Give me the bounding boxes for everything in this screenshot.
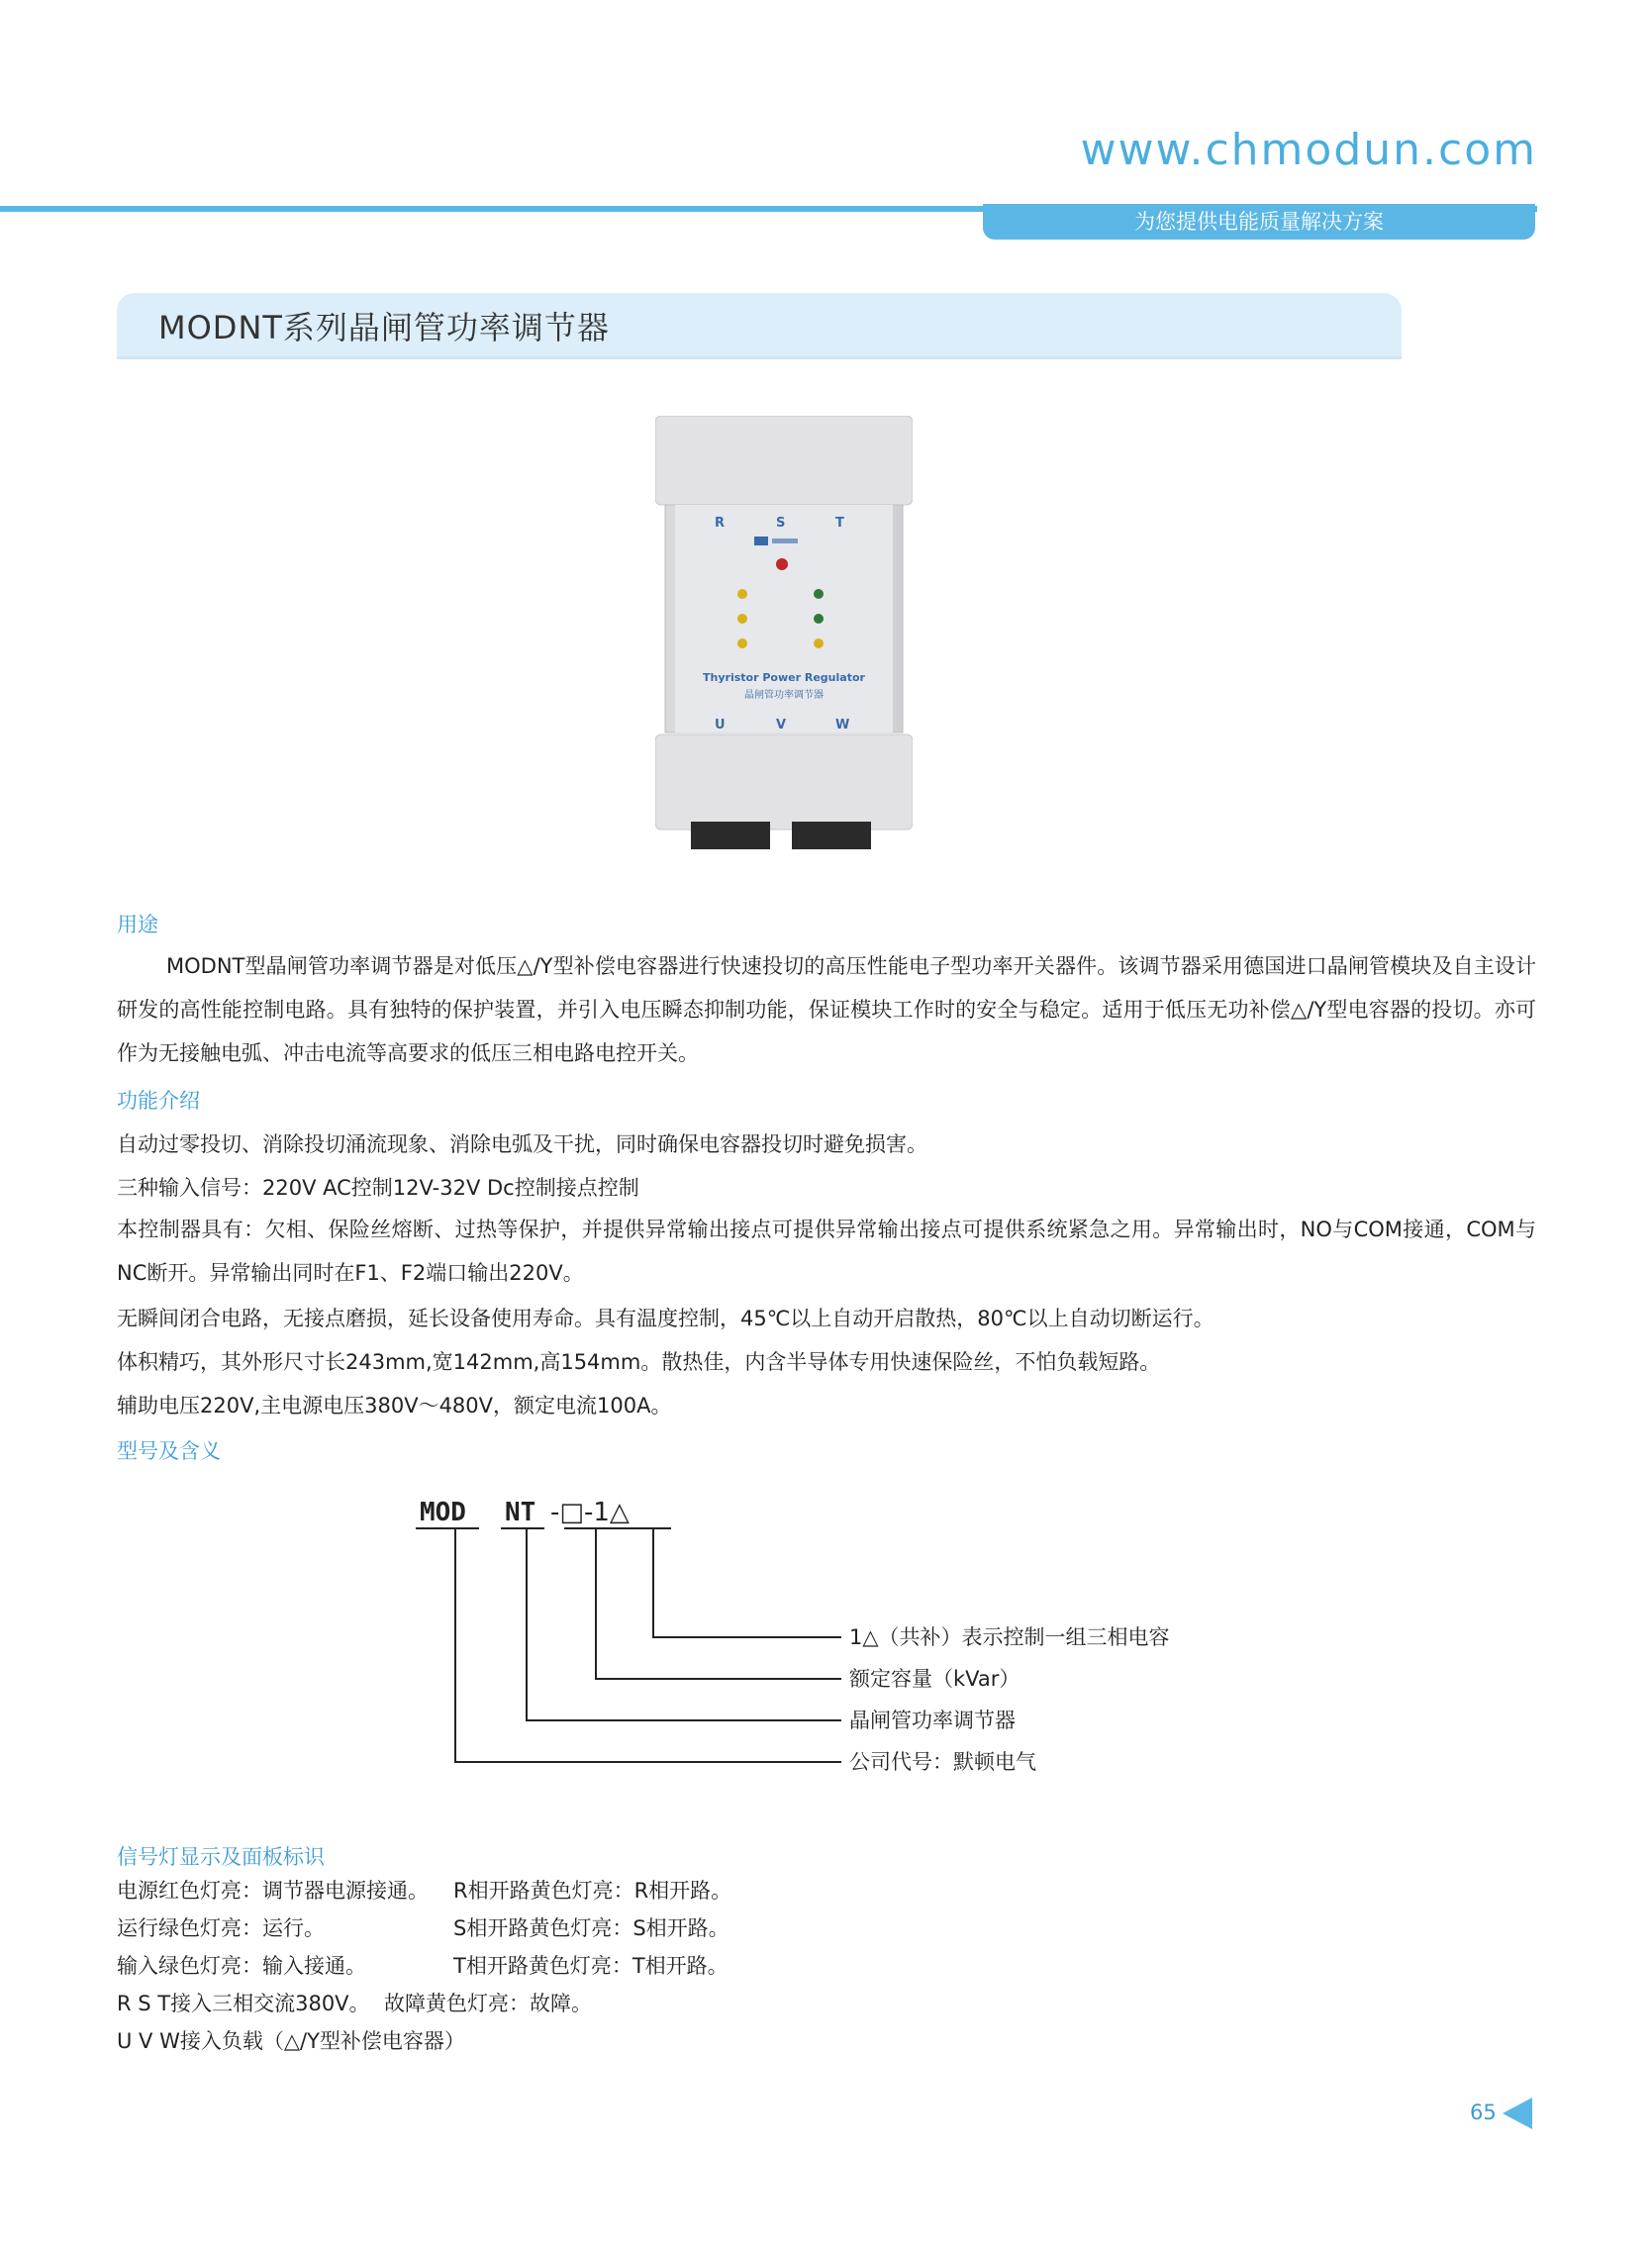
heading-model: 型号及含义 [117,1439,221,1463]
terminal-label-w: W [835,718,850,733]
meaning-3: 晶闸管功率调节器 [849,1709,1016,1732]
terminal-label-s: S [776,516,786,531]
signal-row-4-left: R S T接入三相交流380V。 [117,1992,370,2015]
page-number: 65 [1470,2101,1497,2124]
signal-row-5: U V W接入负载（△/Y型补偿电容器） [117,2029,465,2053]
meaning-2: 额定容量（kVar） [849,1667,1020,1691]
signal-row-3-right: T相开路黄色灯亮：T相开路。 [453,1954,729,1978]
signal-row-3-left: 输入绿色灯亮：输入接通。 [117,1954,366,1978]
heading-signals: 信号灯显示及面板标识 [117,1845,325,1869]
brand-logo [754,537,768,545]
terminal-label-r: R [715,516,726,531]
code-part-nt: NT [505,1498,536,1527]
signal-row-1-right: R相开路黄色灯亮：R相开路。 [453,1879,732,1903]
code-part-mod: MOD [420,1498,466,1527]
product-label-en: Thyristor Power Regulator [703,671,865,684]
meaning-1: 1△（共补）表示控制一组三相电容 [849,1625,1170,1649]
terminal-label-v: V [776,718,787,733]
code-part-suffix: -□-1△ [550,1498,630,1527]
product-image [655,416,913,851]
usage-paragraph: MODNT型晶闸管功率调节器是对低压△/Y型补偿电容器进行快速投切的高压性能电子型功率开关器件。该调节器采用德国进口晶闸管模块及自主设计研发的高性能控制电路。具有独特的保护装置，并引入电压瞬态抑制功能，保证模块工作时的安全与稳定。适用于低压无功补偿△/Y型电容器的投切。亦可作为无接触电弧、冲击电流等高要求的低压三相电路电控开关。 [117,954,1536,1065]
signal-row-2-left: 运行绿色灯亮：运行。 [117,1916,325,1940]
terminal-label-t: T [835,516,844,531]
feature-line-6: 辅助电压220V,主电源电压380V～480V，额定电流100A。 [117,1394,672,1418]
signal-row-4-right: 故障黄色灯亮：故障。 [384,1992,592,2015]
phase-led-t [737,638,747,648]
output-led-green [814,589,824,599]
tagline-banner: 为您提供电能质量解决方案 [983,204,1535,240]
page-arrow-icon [1503,2098,1532,2129]
fan-right [792,822,871,849]
product-label-cn: 晶闸管功率调节器 [744,690,824,701]
page-title: MODNT系列晶闸管功率调节器 [158,309,610,346]
terminal-label-u: U [715,718,726,733]
phase-led-s [737,614,747,624]
phase-led-r [737,589,747,599]
heading-usage: 用途 [117,913,158,936]
fan-left [691,822,770,849]
feature-line-4: 无瞬间闭合电路，无接点磨损，延长设备使用寿命。具有温度控制，45℃以上自动开启散热，80℃以上自动切断运行。 [117,1307,1215,1330]
meaning-4: 公司代号：默顿电气 [849,1750,1036,1774]
feature-line-3: 本控制器具有：欠相、保险丝熔断、过热等保护，并提供异常输出接点可提供异常输出接点可提供系统紧急之用。异常输出时，NO与COM接通，COM与NC断开。异常输出同时在F1、F2端口输出220V。 [117,1218,1536,1285]
signal-row-2-right: S相开路黄色灯亮：S相开路。 [453,1916,729,1940]
signal-row-1-left: 电源红色灯亮：调节器电源接通。 [117,1879,429,1903]
feature-line-2: 三种输入信号：220V AC控制12V-32V Dc控制接点控制 [117,1176,639,1200]
feature-line-1: 自动过零投切、消除投切涌流现象、消除电弧及干扰，同时确保电容器投切时避免损害。 [117,1132,927,1156]
heading-features: 功能介绍 [117,1089,200,1113]
input-led-green [814,614,824,624]
feature-line-5: 体积精巧，其外形尺寸长243mm,宽142mm,高154mm。散热佳，内含半导体专用快速保险丝，不怕负载短路。 [117,1350,1161,1374]
power-led-red [776,558,788,570]
error-led-yellow [814,638,824,648]
site-url: www.chmodun.com [1080,125,1537,175]
model-code-diagram [406,1487,1217,1794]
